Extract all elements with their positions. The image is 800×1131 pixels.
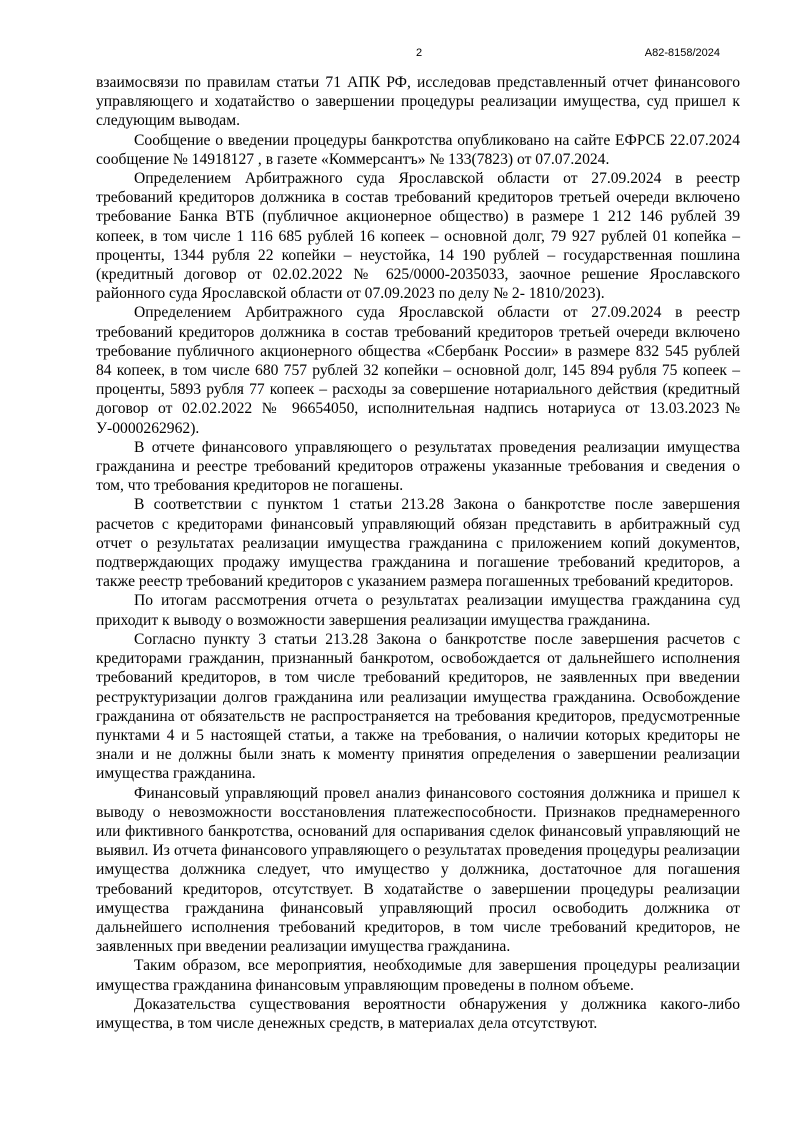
paragraph-court-conclusion: По итогам рассмотрения отчета о результатах реализации имущества гражданина суд приходит к выводу о возможности завершения реализации имущества гражданина. [96,592,740,629]
paragraph-financial-analysis: Финансовый управляющий провел анализ финансового состояния должника и пришел к выводу о невозможности восстановления платежеспособности. Признаков преднамеренного или фиктивного банкротства, оснований для оспаривания сделок финансовый управляющий не выявил. Из отчета финансового управляющего о результатах проведения процедуры реализации имущества должника следует, что имущество у должника, достаточное для погашения требований кредиторов, отсутствует. В ходатайстве о завершении процедуры реализации имущества гражданина финансовый управляющий просил освободить должника от дальнейшего исполнения требований кредиторов, в том числе требований кредиторов, не заявленных при введении реализации имущества гражданина. [96,784,740,956]
paragraph-sberbank-claim: Определением Арбитражного суда Ярославской области от 27.09.2024 в реестр требований кредиторов должника в состав требований кредиторов третьей очереди включено требование публичного акционерного общества «Сбербанк России» в размере 832 545 рублей 84 копеек, в том числе 680 757 рублей 32 копейки – основной долг, 145 894 рубля 75 копеек – проценты, 5893 рубля 77 копеек – расходы за совершение нотариального действия (кредитный договор от 02.02.2022 № 96654050, исполнительная надпись нотариуса от 13.03.2023№ У-0000262962). [96,304,740,437]
paragraph-continuation: взаимосвязи по правилам статьи 71 АПК РФ, исследовав представленный отчет финансового управляющего и ходатайство о завершении процедуры реализации имущества, суд пришел к следующим выводам. [96,74,740,130]
page-number: 2 [415,47,423,59]
paragraph-law-213-28-p1: В соответствии с пунктом 1 статьи 213.28 Закона о банкротстве после завершения расчетов с кредиторами финансовый управляющий обязан представить в арбитражный суд отчет о результатах реализации имущества гражданина с приложением копий документов, подтверждающих продажу имущества гражданина и погашение требований кредиторов, а также реестр требований кредиторов с указанием размера погашенных требований кредиторов. [96,496,740,591]
paragraph-report: В отчете финансового управляющего о результатах проведения реализации имущества гражданина и реестре требований кредиторов отражены указанные требования и сведения о том, что требования кредиторов не погашены. [96,438,740,495]
paragraph-publication: Сообщение о введении процедуры банкротства опубликовано на сайте ЕФРСБ 22.07.2024 сообщение № 14918127 , в газете «Коммерсантъ» № 133(7823) от 07.07.2024. [96,131,740,168]
paragraph-law-213-28-p3: Согласно пункту 3 статьи 213.28 Закона о банкротстве после завершения расчетов с кредиторами гражданин, признанный банкротом, освобождается от дальнейшего исполнения требований кредиторов, в том числе требований кредиторов, не заявленных при введении реструктуризации долгов гражданина или реализации имущества гражданина. Освобождение гражданина от обязательств не распространяется на требования кредиторов, предусмотренные пунктами 4 и 5 настоящей статьи, а также на требования, о наличии которых кредиторы не знали и не должны были знать к моменту принятия определения о завершении реализации имущества гражданина. [96,630,740,783]
paragraph-vtb-claim: Определением Арбитражного суда Ярославской области от 27.09.2024 в реестр требований кредиторов должника в состав требований кредиторов третьей очереди включено требование Банка ВТБ (публичное акционерное общество) в размере 1 212 146 рублей 39 копеек, в том числе 1 116 685 рублей 16 копеек – основной долг, 79 927 рублей 01 копейка – проценты, 1344 рубля 22 копейки – неустойка, 14 190 рублей – государственная пошлина (кредитный договор от 02.02.2022 № 625/0000-2035033, заочное решение Ярославского районного суда Ярославской области от 07.09.2023 по делу № 2- 1810/2023). [96,170,740,303]
paragraph-measures-completed: Таким образом, все мероприятия, необходимые для завершения процедуры реализации имущества гражданина финансовым управляющим проведены в полном объеме. [96,957,740,994]
document-body [96,73,740,1033]
case-number: А82-8158/2024 [644,47,720,59]
paragraph-no-property-evidence: Доказательства существования вероятности обнаружения у должника какого-либо имущества, в том числе денежных средств, в материалах дела отсутствуют. [96,995,740,1032]
